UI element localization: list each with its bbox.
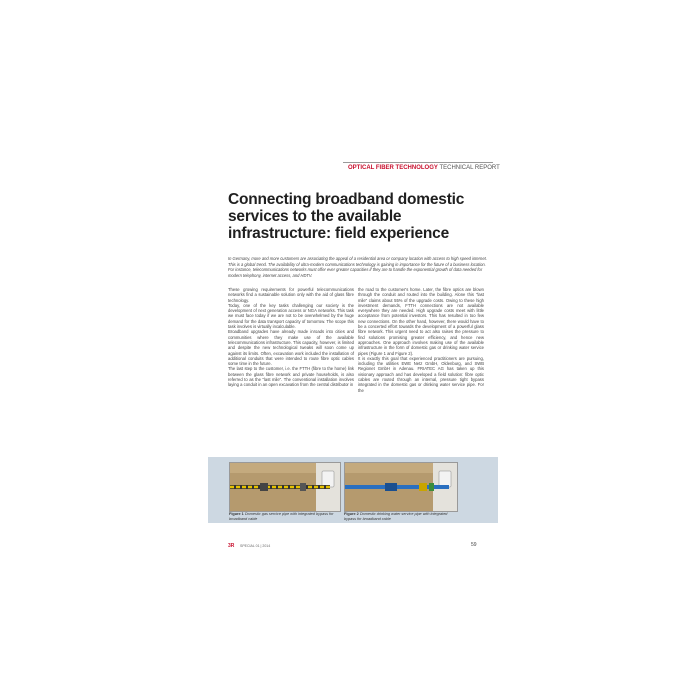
paragraph: Today, one of the key tasks challenging our society is the development of next generation access or NGA networks. This task we must face today if we are not to be overwhelmed by the huge demand for the data transport capacity of tomorrow. The scope this task involves is virtually incalculable.: [228, 302, 354, 330]
figure-1-caption: [229, 512, 339, 522]
article-title: Connecting broadband domestic services to the available infrastructure: field experience: [228, 191, 465, 242]
paragraph: the road to the customer's home. Later, the fibre optics are blown through the conduit and routed into the building. Alone this "last mile" claims about 55% of the upgrade costs. Owing to these high investment demands, FTTH connections are not available everywhere they are needed. High upgrade costs meet with little acceptance from potential investors. This has resulted in too few new connections. On the other hand, however, there would have to be a concerted effort towards the development of a powerful glass fibre network. This urgent need to act also raises the pressure to find solutions promising greater efficiency, and hence new approaches. One approach involves making use of the available infrastructure in the form of domestic gas or drinking water service pipes (Figure 1 and Figure 2).: [358, 287, 484, 356]
figure-2-caption-text: Domestic drinking water service pipe with integrated bypass for broadband cable: [344, 512, 448, 521]
figure-1-image: [229, 462, 341, 512]
figure-2-caption: [344, 512, 456, 522]
figure-1-caption-text: Domestic gas service pipe with integrated bypass for broadband cable: [229, 512, 334, 521]
figure-2-label: Figure 2: [344, 512, 359, 516]
header-category: OPTICAL FIBER TECHNOLOGY: [348, 165, 438, 171]
running-header: [348, 165, 500, 171]
body-column-right: [358, 287, 484, 393]
header-rule: [343, 162, 493, 163]
article-intro: In Germany, more and more customers are associating the appeal of a residential area or company location with access to high speed internet. This is a global trend. The availability of ultra-modern communications technology is gaining in importance for the future of a business location. For instance, telecommunications networks must offer ever greater capacities if they are to handle the exponential growth of data needed for modern telephony, internet access, and HDTV.: [228, 256, 487, 278]
issue-label: SPECIAL 01 | 2014: [240, 544, 271, 548]
magazine-page: [208, 146, 498, 560]
paragraph: These growing requirements for powerful telecommunications networks find a sustainable solution only with the aid of glass fibre technology.: [228, 287, 354, 303]
body-column-left: [228, 287, 354, 388]
page-number: 59: [471, 542, 477, 548]
publication-logo: 3R: [228, 543, 235, 549]
figure-2-image: [344, 462, 458, 512]
paragraph: Broadband upgrades have already made inroads into cities and communities where they make use of the available telecommunications infrastructure. This capacity, however, is limited and despite the new technological tweaks will soon come up against its limits. Often, excavation work included the installation of additional conduits that were intended to route fibre optic cables some time in the future.: [228, 329, 354, 367]
figure-1-label: Figure 1: [229, 512, 244, 516]
paragraph: It is exactly this goal that experienced practitioners are pursuing, including the utilities EWE Netz GmbH, Oldenburg, and SWB Regionet GmbH in Adenau. FRIATEC AG has taken up this visionary approach and has developed a field solution: fibre optic cables are routed through an internal, pressure tight bypass integrated in the domestic gas or drinking water service pipe. For the: [358, 355, 484, 393]
header-label: TECHNICAL REPORT: [439, 165, 500, 171]
paragraph: The last step to the customer, i.e. the FTTH (fibre to the home) link between the glass fibre network and private households, is also referred to as the "last mile". The conventional installation involves laying a conduit in an open excavation from the central distributor in: [228, 366, 354, 388]
